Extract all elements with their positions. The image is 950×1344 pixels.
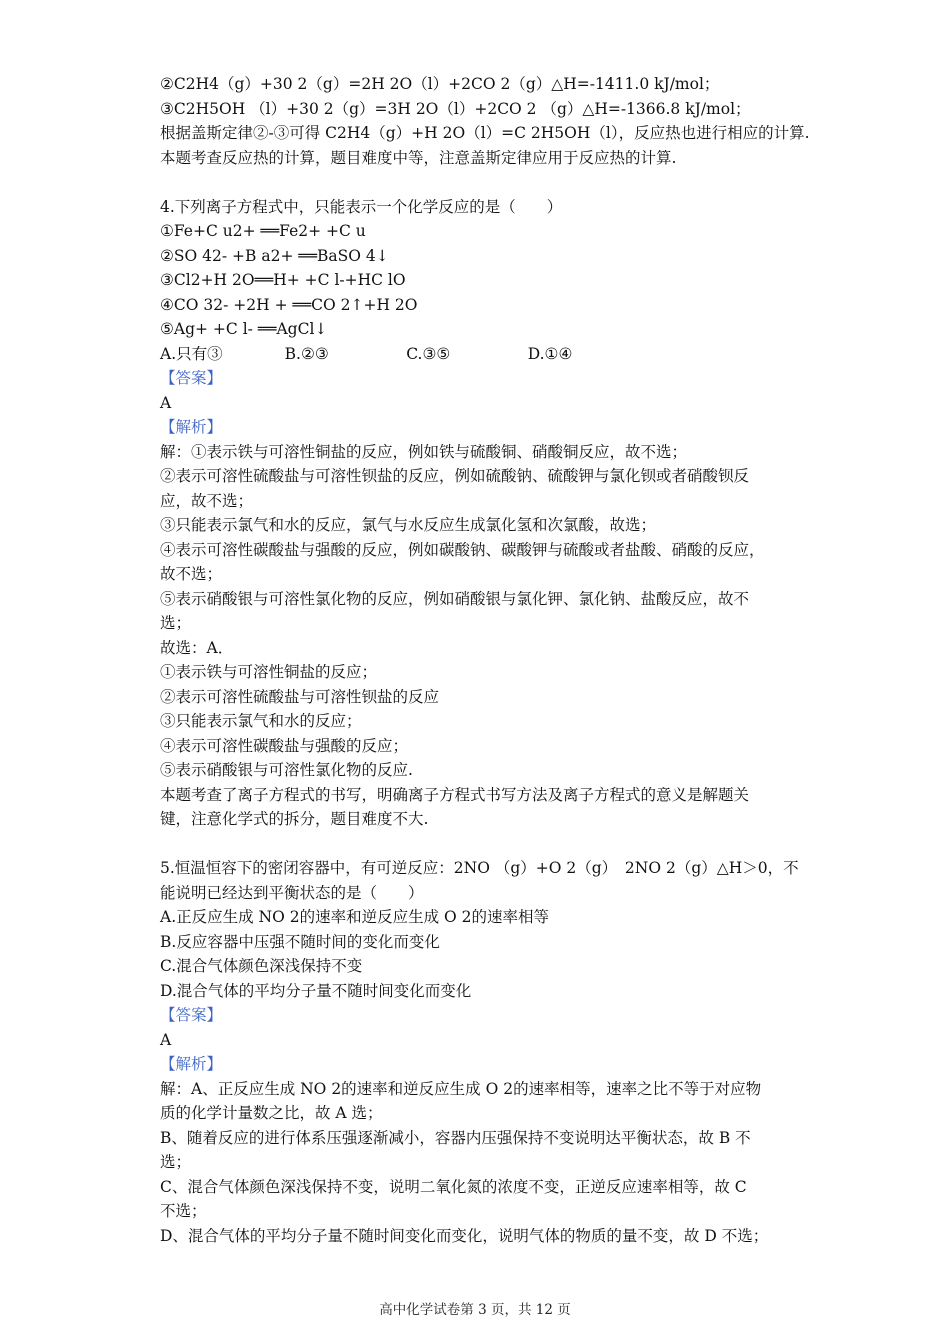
text-line: 本题考查了离子方程式的书写，明确离子方程式书写方法及离子方程式的意义是解题关 bbox=[160, 785, 750, 804]
text-line: B、随着反应的进行体系压强逐渐减小，容器内压强保持不变说明达平衡状态，故 B 不 bbox=[160, 1128, 751, 1147]
text-line: C.混合气体颜色深浅保持不变 bbox=[160, 957, 363, 975]
text-line: ①Fe+C u2+ ══Fe2+ +C u bbox=[160, 222, 366, 240]
text-line: 不选； bbox=[160, 1202, 207, 1220]
text-line: 质的化学计量数之比，故 A 选； bbox=[160, 1104, 383, 1122]
text-line: 5.恒温恒容下的密闭容器中，有可逆反应：2NO （g）+O 2（g） 2NO 2（g）△H＞0，不 bbox=[160, 859, 799, 877]
text-line: 能说明已经达到平衡状态的是（ ） bbox=[160, 883, 424, 902]
text-line: 根据盖斯定律②-③可得 C2H4（g）+H 2O（l）=C 2H5OH（l），反应热也进行相应的计算. bbox=[160, 124, 810, 142]
text-line: ④表示可溶性碳酸盐与强酸的反应； bbox=[160, 736, 409, 755]
text-line: D.混合气体的平均分子量不随时间变化而变化 bbox=[160, 981, 472, 1000]
section-tag: 【解析】 bbox=[160, 1055, 223, 1073]
text-line: B.反应容器中压强不随时间的变化而变化 bbox=[160, 932, 440, 951]
text-line: ⑤表示硝酸银与可溶性氯化物的反应. bbox=[160, 761, 413, 779]
text-line: D、混合气体的平均分子量不随时间变化而变化，说明气体的物质的量不变，故 D 不选； bbox=[160, 1226, 769, 1245]
text-line: C、混合气体颜色深浅保持不变，说明二氧化氮的浓度不变，正逆反应速率相等，故 C bbox=[160, 1177, 747, 1196]
text-line: 故不选； bbox=[160, 565, 223, 583]
text-line: ②表示可溶性硫酸盐与可溶性钡盐的反应 bbox=[160, 687, 440, 706]
text-line: 解：A、正反应生成 NO 2的速率和逆反应生成 O 2的速率相等，速率之比不等于对应物 bbox=[160, 1079, 762, 1098]
document-body bbox=[160, 72, 810, 1248]
page-footer: 高中化学试卷第 3 页，共 12 页 bbox=[379, 1302, 571, 1318]
blank-line bbox=[160, 832, 800, 857]
text-line: A.正反应生成 NO 2的速率和逆反应生成 O 2的速率相等 bbox=[160, 908, 550, 926]
text-line: ⑤Ag+ +C l- ══AgCl↓ bbox=[160, 320, 328, 338]
section-tag: 【答案】 bbox=[160, 369, 223, 387]
text-line: 选； bbox=[160, 1153, 192, 1171]
text-line: ④CO 32- +2H + ══CO 2↑+H 2O bbox=[160, 295, 418, 314]
text-line: ②表示可溶性硫酸盐与可溶性钡盐的反应，例如硫酸钠、硫酸钾与氯化钡或者硝酸钡反 bbox=[160, 467, 750, 485]
text-line: 本题考查反应热的计算，题目难度中等，注意盖斯定律应用于反应热的计算. bbox=[160, 148, 677, 167]
text-line: 应，故不选； bbox=[160, 491, 254, 510]
text-line: ③C2H5OH （l）+30 2（g）=3H 2O（l）+2CO 2 （g）△H=-1366.8 kJ/mol； bbox=[160, 99, 751, 118]
text-line: 4.下列离子方程式中，只能表示一个化学反应的是（ ） bbox=[160, 197, 563, 216]
text-line: ③Cl2+H 2O══H+ +C l-+HC lO bbox=[160, 271, 406, 289]
section-tag: 【解析】 bbox=[160, 418, 223, 436]
text-line: A bbox=[160, 393, 172, 412]
text-line: ②SO 42- +B a2+ ══BaSO 4↓ bbox=[160, 246, 389, 265]
text-line: A bbox=[160, 1030, 172, 1049]
text-line: A.只有③ B.②③ C.③⑤ D.①④ bbox=[160, 344, 573, 363]
text-line: ②C2H4（g）+30 2（g）=2H 2O（l）+2CO 2（g）△H=-1411.0 kJ/mol； bbox=[160, 75, 720, 93]
text-line: ③只能表示氯气和水的反应； bbox=[160, 712, 362, 730]
text-line: ④表示可溶性碳酸盐与强酸的反应，例如碳酸钠、碳酸钾与硫酸或者盐酸、硝酸的反应， bbox=[160, 540, 765, 559]
section-tag: 【答案】 bbox=[160, 1006, 223, 1024]
text-line: 选； bbox=[160, 614, 192, 632]
text-line: 解：①表示铁与可溶性铜盐的反应，例如铁与硫酸铜、硝酸铜反应，故不选； bbox=[160, 442, 688, 461]
text-line: ⑤表示硝酸银与可溶性氯化物的反应，例如硝酸银与氯化钾、氯化钠、盐酸反应，故不 bbox=[160, 589, 750, 608]
text-line: 故选：A． bbox=[160, 638, 234, 657]
blank-line bbox=[160, 170, 800, 195]
text-line: ①表示铁与可溶性铜盐的反应； bbox=[160, 663, 378, 681]
text-line: 键，注意化学式的拆分，题目难度不大. bbox=[160, 810, 429, 828]
text-line: ③只能表示氯气和水的反应，氯气与水反应生成氯化氢和次氯酸，故选； bbox=[160, 516, 657, 534]
